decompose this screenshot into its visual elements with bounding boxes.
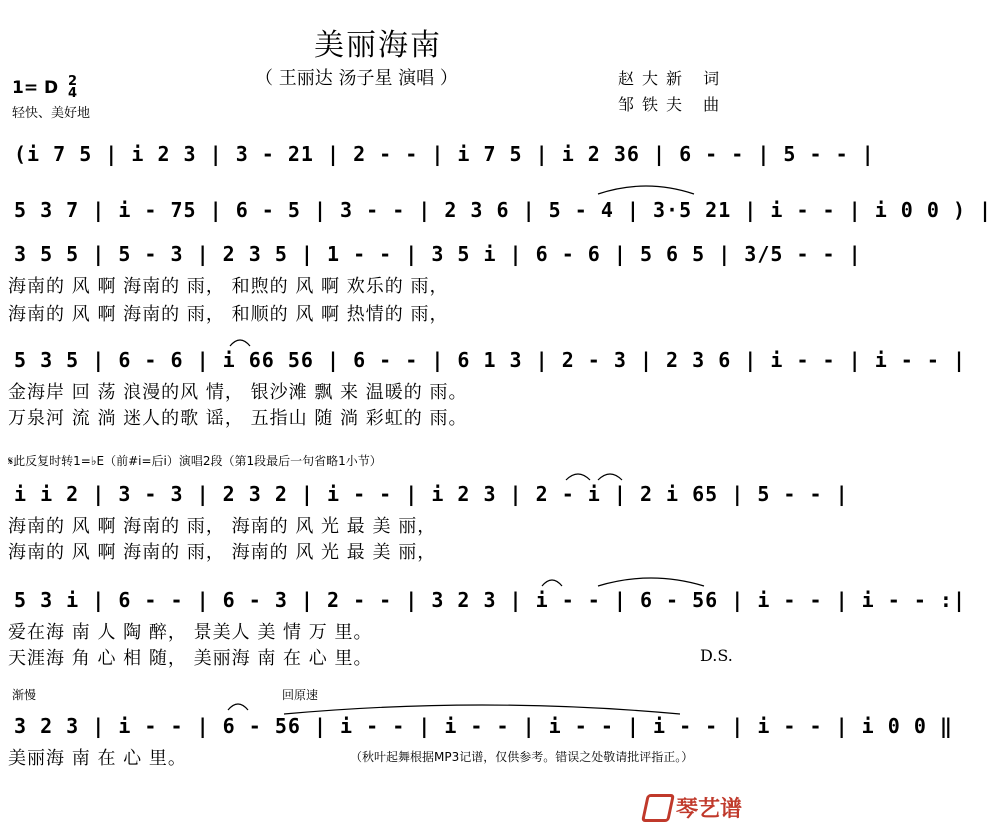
footnote: （秋叶起舞根据MP3记谱，仅供参考。错误之处敬请批评指正。） <box>350 750 694 764</box>
lyric-row-4-verse-2: 万泉河 流 淌 迷人的歌 谣， 五指山 随 淌 彩虹的 雨。 <box>8 408 468 429</box>
notation-row-5: i i 2 | 3 - 3 | 2 3 2 | i - - | i 2 3 | 2 - i | 2 i 65 | 5 - - | <box>14 482 849 506</box>
slur-arc <box>540 576 564 588</box>
singers-line: （ 王丽达 汤子星 演唱 ） <box>255 68 458 89</box>
composer-credit: 邹铁夫 曲 <box>618 95 728 114</box>
lyric-row-6-verse-1: 爱在海 南 人 陶 醉， 景美人 美 情 万 里。 <box>8 622 373 643</box>
lyric-row-6-verse-2: 天涯海 角 心 相 随， 美丽海 南 在 心 里。 <box>8 648 373 669</box>
notation-row-4: 5 3 5 | 6 - 6 | i 66 56 | 6 - - | 6 1 3 | 2 - 3 | 2 3 6 | i - - | i - - | <box>14 348 966 372</box>
lyric-row-4-verse-1: 金海岸 回 荡 浪漫的风 情， 银沙滩 飘 来 温暖的 雨。 <box>8 382 468 403</box>
notation-row-3: 3 5 5 | 5 - 3 | 2 3 5 | 1 - - | 3 5 i | 6 - 6 | 5 6 5 | 3/5 - - | <box>14 242 862 266</box>
slur-arc <box>564 470 624 482</box>
tempo-marking: 轻快、美好地 <box>12 106 91 121</box>
tie-arc <box>596 182 696 196</box>
a-tempo-label: 回原速 <box>282 688 319 702</box>
song-title: 美丽海南 <box>314 28 442 63</box>
notation-row-7: 3 2 3 | i - - | 6 - 56 | i - - | i - - | i - - | i - - | i - - | i 0 0 ‖ <box>14 714 953 738</box>
notation-row-1: (i 7 5 | i 2 3 | 3 - 21 | 2 - - | i 7 5 | i 2 36 | 6 - - | 5 - - | <box>14 142 875 166</box>
key-label: 1= D <box>12 78 59 98</box>
lyric-row-7: 美丽海 南 在 心 里。 <box>8 748 187 769</box>
time-signature <box>68 76 77 100</box>
time-sig-bottom: 4 <box>68 86 78 101</box>
logo-text: 琴艺谱 <box>675 797 742 822</box>
key-signature <box>12 76 77 100</box>
time-sig-top: 2 <box>68 74 78 89</box>
slur-arc <box>228 336 252 348</box>
ds-instruction: 𝄋此反复时转1=♭E（前#i=后i）演唱2段（第1段最后一句省略1小节） <box>8 454 382 468</box>
lyricist-credit: 赵大新 词 <box>618 69 728 88</box>
ritardando-label: 渐慢 <box>12 688 37 702</box>
logo-mark-icon <box>641 794 675 822</box>
lyric-row-5-verse-2: 海南的 风 啊 海南的 雨， 海南的 风 光 最 美 丽， <box>8 542 437 563</box>
lyric-row-3-verse-2: 海南的 风 啊 海南的 雨， 和顺的 风 啊 热情的 雨， <box>8 304 449 325</box>
site-logo <box>644 792 742 823</box>
notation-row-6: 5 3 i | 6 - - | 6 - 3 | 2 - - | 3 2 3 | i - - | 6 - 56 | i - - | i - - :| <box>14 588 966 612</box>
lyric-row-5-verse-1: 海南的 风 啊 海南的 雨， 海南的 风 光 最 美 丽， <box>8 516 437 537</box>
tie-arc <box>596 574 706 588</box>
ds-mark: D.S. <box>700 646 733 665</box>
slur-arc <box>226 700 250 712</box>
lyric-row-3-verse-1: 海南的 风 啊 海南的 雨， 和煦的 风 啊 欢乐的 雨， <box>8 276 449 297</box>
notation-row-2: 5 3 7 | i - 75 | 6 - 5 | 3 - - | 2 3 6 | 5 - 4 | 3·5 21 | i - - | i 0 0 ) | <box>14 198 992 222</box>
